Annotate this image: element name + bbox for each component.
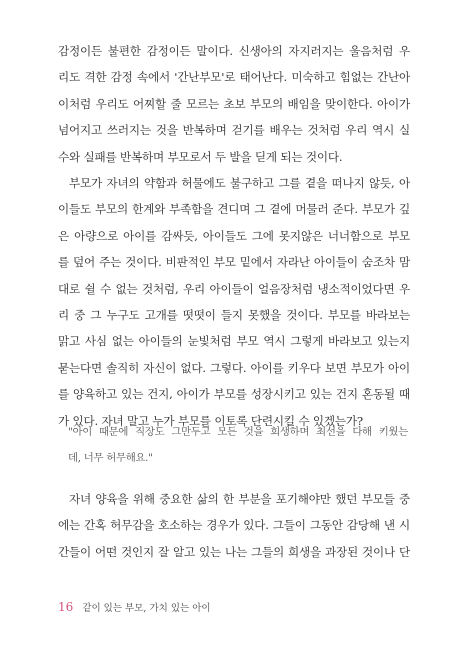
text-line: 수와 실패를 반복하며 부모로서 두 발을 딛게 되는 것이다. [58, 149, 343, 164]
quote-line: 데, 너무 허무해요." [68, 452, 153, 464]
quote-block [68, 419, 408, 471]
paragraph-2 [58, 170, 410, 434]
running-title: 같이 있는 부모, 가치 있는 아이 [82, 603, 211, 614]
text-line: 은 아량으로 아이를 감싸듯, 아이들도 그에 못지않은 너너함으로 부모 [58, 228, 410, 243]
paragraph-1 [58, 38, 410, 170]
text-line: 자녀 양육을 위해 중요한 삶의 한 부분을 포기해야만 했던 부모들 중 [69, 492, 410, 506]
text-line: 가 있다. 자녀 말고 누가 부모를 이토록 단련시킬 수 있겠는가? [58, 413, 363, 428]
text-line: 감정이든 불편한 감정이든 말이다. 신생아의 자지러지는 울음처럼 우 [58, 44, 410, 58]
text-line: 간들이 어떤 것인지 잘 알고 있는 나는 그들의 희생을 과장된 것이나 단 [58, 544, 410, 559]
text-line: 이처럼 우리도 어찌할 줄 모르는 초보 부모의 배임을 맞이한다. 아이가 [58, 96, 410, 111]
text-line: 넘어지고 쓰러지는 것을 반복하며 걷기를 배우는 것처럼 우리 역시 실 [58, 123, 410, 138]
text-line: 이들도 부모의 한계와 부족함을 견디며 그 곁에 머물러 준다. 부모가 깊 [58, 202, 410, 217]
text-line: 묻는다면 솔직히 자신이 없다. 그렇다. 아이를 키우다 보면 부모가 아이 [58, 360, 410, 375]
text-line: 부모가 자녀의 약함과 허물에도 불구하고 그를 곁을 떠나지 않듯, 아 [69, 176, 410, 190]
text-line: 를 덮어 주는 것이다. 비판적인 부모 밑에서 자라난 아이들이 숨조차 맘 [58, 255, 410, 270]
text-line: 리 중 그 누구도 고개를 떳떳이 들지 못했을 것이다. 부모를 바라보는 [58, 307, 410, 322]
quote-line: "아이 때문에 직장도 그만두고 모든 것을 희생하며 최선을 다해 키웠는 [68, 426, 408, 438]
text-line: 대로 쉴 수 없는 것처럼, 우리 아이들이 얼음장처럼 냉소적이었다면 우 [58, 281, 410, 296]
paragraph-3 [58, 486, 410, 565]
page-footer [58, 600, 211, 614]
text-line: 맑고 사심 없는 아이들의 눈빛처럼 부모 역시 그렇게 바라보고 있는지 [58, 334, 410, 349]
text-line: 를 양육하고 있는 건지, 아이가 부모를 성장시키고 있는 건지 혼동될 때 [58, 387, 410, 402]
page-number: 16 [58, 600, 74, 614]
text-line: 에는 간혹 허무감을 호소하는 경우가 있다. 그들이 그동안 감당해 낸 시 [58, 518, 410, 533]
text-line: 리도 격한 감정 속에서 '간난부모'로 태어난다. 미숙하고 힘없는 간난아 [58, 70, 410, 85]
